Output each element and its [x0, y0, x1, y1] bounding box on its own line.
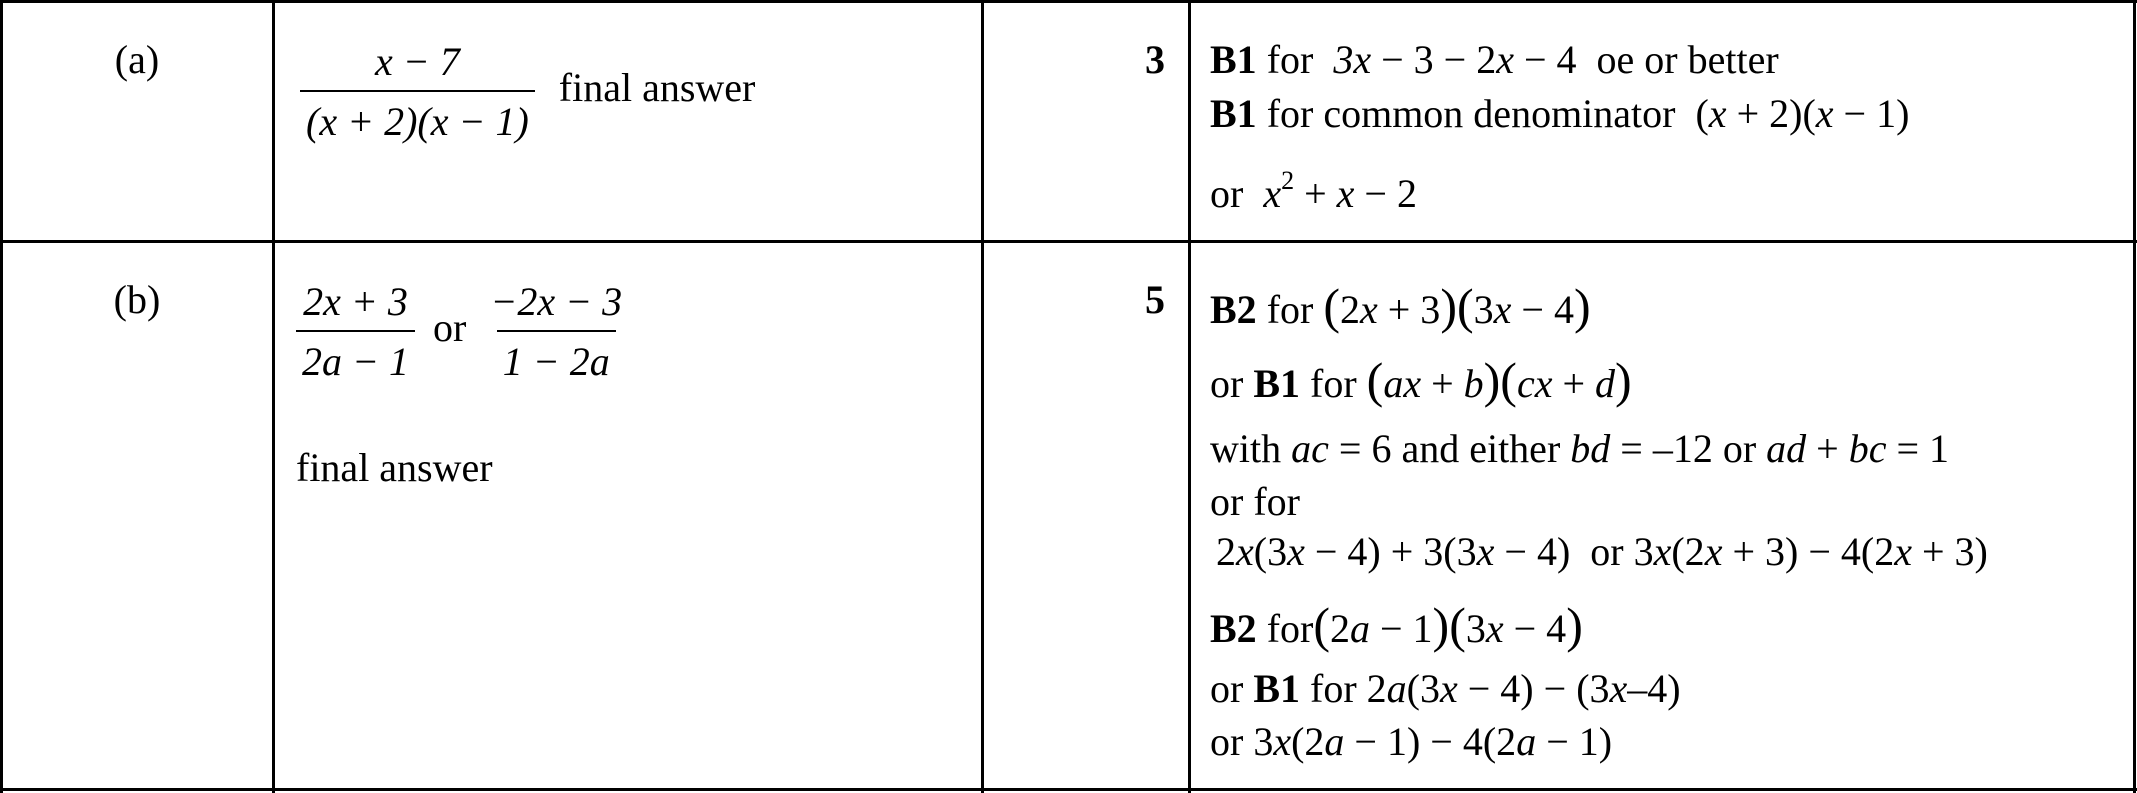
guidance-line: B1 for common denominator (x + 2)(x − 1) — [1210, 91, 1910, 136]
guidance-line: 2x(3x − 4) + 3(3x − 4) or 3x(2x + 3) − 4(2x + 3) — [1216, 529, 1988, 574]
fraction-denominator: 2a − 1 — [296, 330, 415, 386]
answer-cell — [300, 38, 755, 146]
answer-fraction — [300, 38, 535, 146]
guidance-line: B2 for(2a − 1)(3x − 4) — [1210, 597, 1583, 653]
part-label: (b) — [113, 277, 161, 322]
mark-value: 3 — [1145, 37, 1165, 82]
answer-fraction — [296, 278, 415, 386]
table-bottom-border — [0, 788, 2137, 791]
fraction-numerator: 2x + 3 — [303, 279, 408, 324]
column-divider — [1188, 0, 1191, 793]
part-label: (a) — [114, 37, 160, 82]
row-divider — [0, 240, 2137, 243]
guidance-line: with ac = 6 and either bd = –12 or ad + bc = 1 — [1210, 426, 1950, 471]
guidance-line: or $x^2 + x - 2$ — [1210, 166, 1417, 216]
table-right-border — [2133, 0, 2136, 793]
fraction-denominator: (x + 2)(x − 1) — [300, 90, 535, 146]
fraction-denominator: 1 − 2a — [497, 330, 616, 386]
guidance-line: or B1 for 2a(3x − 4) − (3x–4) — [1210, 666, 1681, 711]
answer-note: final answer — [296, 445, 493, 490]
guidance-line: or B1 for (ax + b)(cx + d) — [1210, 352, 1632, 408]
guidance-line: or for — [1210, 479, 1300, 524]
fraction-numerator: −2x − 3 — [490, 279, 623, 324]
answer-suffix: final answer — [558, 65, 756, 111]
fraction-numerator: x − 7 — [375, 39, 460, 84]
column-divider — [981, 0, 984, 793]
column-divider — [272, 0, 275, 793]
answer-cell — [296, 278, 628, 386]
answer-fraction — [484, 278, 628, 386]
guidance-line: or 3x(2a − 1) − 4(2a − 1) — [1210, 719, 1613, 764]
mark-value: 5 — [1145, 277, 1165, 322]
table-top-border — [0, 0, 2137, 3]
guidance-line: B2 for (2x + 3)(3x − 4) — [1210, 278, 1591, 334]
guidance-line: B1 for 3x − 3 − 2x − 4 oe or better — [1210, 37, 1779, 82]
table-left-border — [0, 0, 3, 793]
answer-connector: or — [433, 305, 467, 351]
